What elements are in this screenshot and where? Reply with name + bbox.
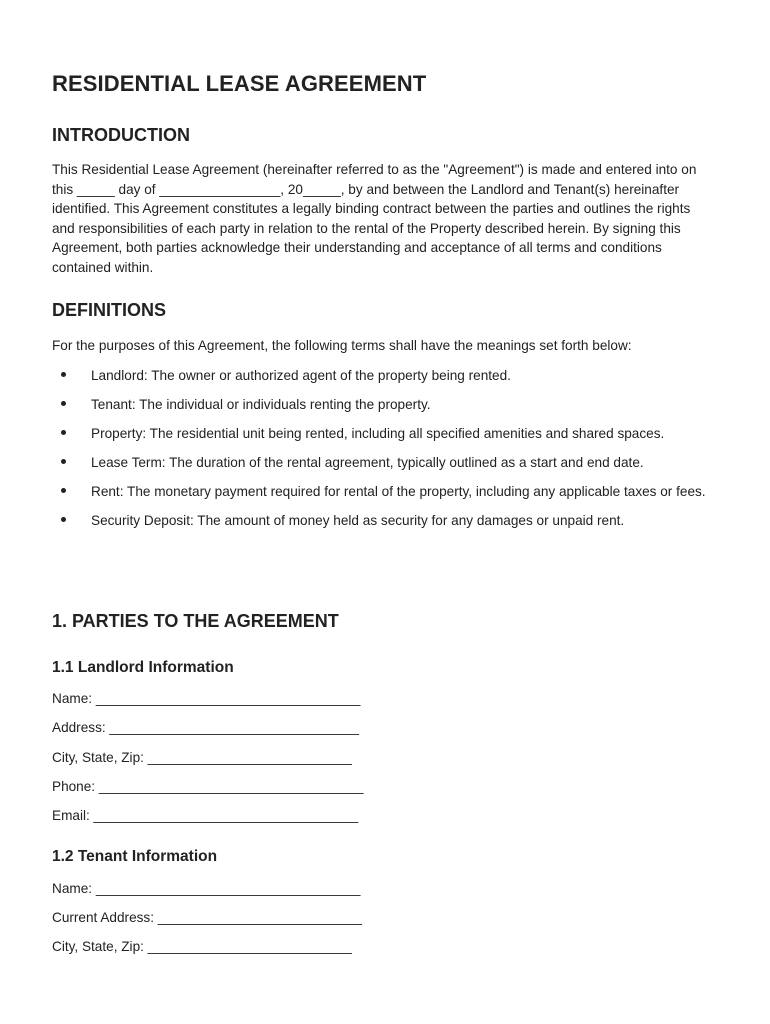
document-title: RESIDENTIAL LEASE AGREEMENT [52,71,427,96]
definition-item-tenant [52,395,712,415]
definition-item-rent [52,482,712,502]
bullet-icon [61,459,66,464]
tenant-city-state-zip-field[interactable]: City, State, Zip: ___________________________ [52,939,352,954]
tenant-current-address-field[interactable]: Current Address: ___________________________ [52,910,362,925]
definition-text: Property: The residential unit being rented, including all specified amenities and shared spaces. [91,426,665,441]
bullet-icon [61,372,66,377]
bullet-icon [61,517,66,522]
bullet-icon [61,488,66,493]
landlord-phone-field[interactable]: Phone: ___________________________________ [52,779,364,794]
definition-text: Security Deposit: The amount of money held as security for any damages or unpaid rent. [91,513,625,528]
definition-text: Landlord: The owner or authorized agent of the property being rented. [91,368,511,383]
definition-text: Rent: The monetary payment required for rental of the property, including any applicable taxes or fees. [91,484,706,499]
bullet-icon [61,430,66,435]
parties-heading: 1. PARTIES TO THE AGREEMENT [52,611,339,631]
introduction-text: This Residential Lease Agreement (hereinafter referred to as the "Agreement") is made and entered into on this _____ day of ________________, 20_____, by and between the Landlord and Tenant(s) hereinafter identified. This Agreement constitutes a legally binding contract between the parties and outlines the rights and responsibilities of each party in relation to the rental of the Property described herein. By signing this Agreement, both parties acknowledge their understanding and acceptance of all terms and conditions contained within. [52,162,697,275]
definitions-heading: DEFINITIONS [52,300,167,320]
definition-item-landlord [52,366,712,386]
definition-item-lease-term [52,453,712,473]
definition-item-property [52,424,712,444]
landlord-info-heading: 1.1 Landlord Information [52,659,234,676]
bullet-icon [61,401,66,406]
landlord-city-state-zip-field[interactable]: City, State, Zip: ___________________________ [52,750,352,765]
landlord-name-field[interactable]: Name: ___________________________________ [52,691,361,706]
landlord-email-field[interactable]: Email: ___________________________________ [52,808,359,823]
introduction-heading: INTRODUCTION [52,125,190,145]
landlord-address-field[interactable]: Address: _________________________________ [52,720,359,735]
definition-text: Lease Term: The duration of the rental agreement, typically outlined as a start and end date. [91,455,644,470]
definition-item-security-deposit [52,511,712,531]
definitions-list [52,366,712,540]
tenant-name-field[interactable]: Name: ___________________________________ [52,881,361,896]
definition-text: Tenant: The individual or individuals renting the property. [91,397,431,412]
tenant-info-heading: 1.2 Tenant Information [52,848,218,865]
definitions-intro: For the purposes of this Agreement, the following terms shall have the meanings set forth below: [52,338,632,353]
